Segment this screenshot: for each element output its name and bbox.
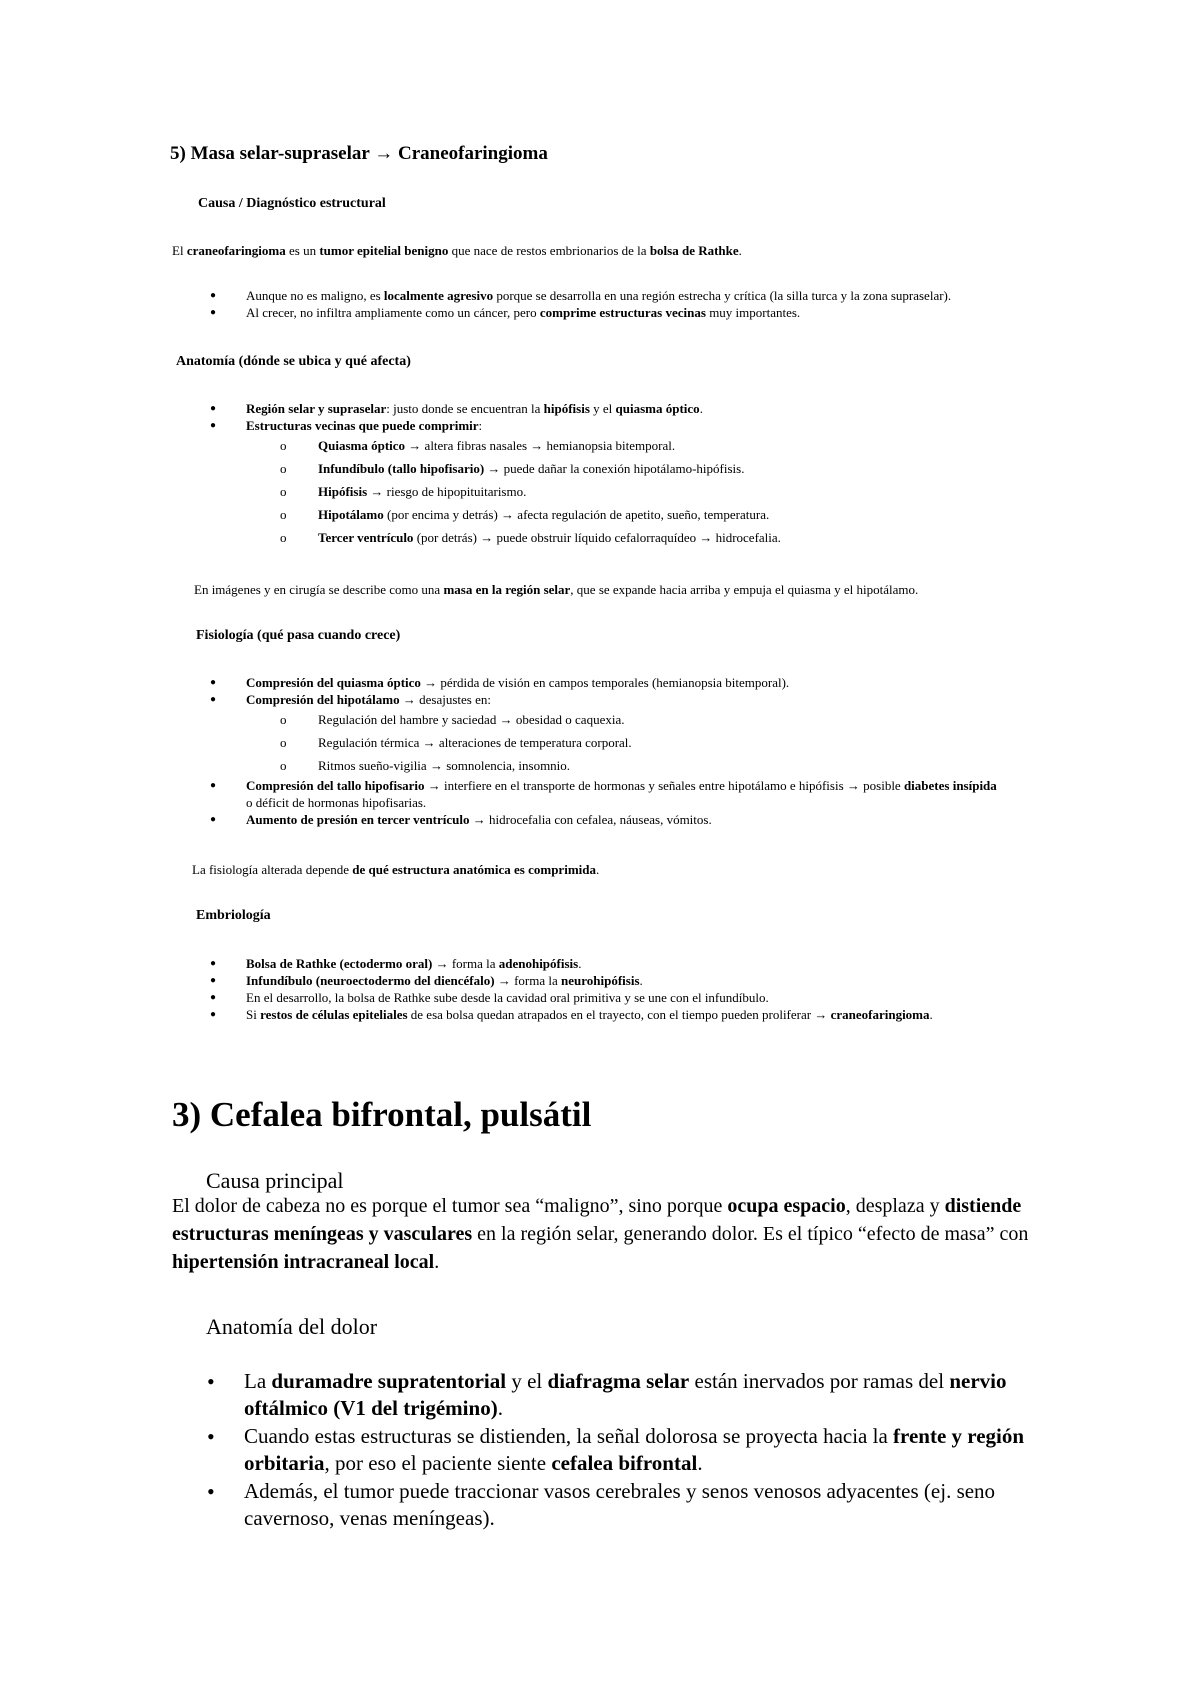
list-item: ● Bolsa de Rathke (ectodermo oral) → forma la adenohipófisis. bbox=[196, 955, 933, 972]
anatomia-dolor-heading: Anatomía del dolor bbox=[206, 1314, 378, 1339]
list-item: ● Aunque no es maligno, es localmente agresivo porque se desarrolla en una región estrecha y crítica (la silla turca y la zona supraselar). bbox=[196, 287, 951, 304]
list-item: o Hipotálamo (por encima y detrás) → afecta regulación de apetito, sueño, temperatura. bbox=[246, 503, 781, 526]
causa-principal-heading: Causa principal bbox=[206, 1168, 344, 1193]
list-item: • Cuando estas estructuras se distienden, la señal dolorosa se proyecta hacia la frente y región orbitaria, por eso el paciente siente cefalea bifrontal. bbox=[172, 1423, 1072, 1477]
fisiologia-paragraph: La fisiología alterada depende de qué estructura anatómica es comprimida. bbox=[192, 862, 600, 877]
anatomia-list bbox=[196, 400, 781, 549]
list-item: o Hipófisis → riesgo de hipopituitarismo. bbox=[246, 480, 781, 503]
list-item: o Regulación del hambre y saciedad → obesidad o caquexia. bbox=[246, 708, 816, 731]
list-item: ● En el desarrollo, la bolsa de Rathke sube desde la cavidad oral primitiva y se une con el infundíbulo. bbox=[196, 989, 933, 1006]
list-item: ● Aumento de presión en tercer ventrículo → hidrocefalia con cefalea, náuseas, vómitos. bbox=[196, 811, 816, 828]
embriologia-heading: Embriología bbox=[196, 908, 271, 923]
list-item: o Ritmos sueño-vigilia → somnolencia, insomnio. bbox=[246, 754, 816, 777]
causa-principal-paragraph: El dolor de cabeza no es porque el tumor sea “maligno”, sino porque ocupa espacio, desplaza y distiende estructuras meníngeas y vasculares en la región selar, generando dolor. Es el típico “efecto de masa” con hipertensión intracraneal local. bbox=[172, 1195, 1029, 1273]
list-item: o Infundíbulo (tallo hipofisario) → puede dañar la conexión hipotálamo-hipófisis. bbox=[246, 457, 781, 480]
causa-heading: Causa / Diagnóstico estructural bbox=[198, 196, 386, 211]
list-item: • La duramadre supratentorial y el diafragma selar están inervados por ramas del nervio oftálmico (V1 del trigémino). bbox=[172, 1368, 1072, 1422]
section-5-title: 5) Masa selar-supraselar → Craneofaringioma bbox=[170, 143, 548, 164]
fisiologia-heading: Fisiología (qué pasa cuando crece) bbox=[196, 628, 401, 643]
list-item: ● Si restos de células epiteliales de esa bolsa quedan atrapados en el trayecto, con el tiempo pueden proliferar → craneofaringioma. bbox=[196, 1006, 933, 1023]
anatomia-paragraph: En imágenes y en cirugía se describe como una masa en la región selar, que se expande hacia arriba y empuja el quiasma y el hipotálamo. bbox=[194, 582, 919, 597]
anatomia-dolor-list bbox=[172, 1368, 1072, 1533]
list-item: ● Estructuras vecinas que puede comprimir: o Quiasma óptico → altera fibras nasales → hemianopsia bitemporal. o Infundíbulo (tallo hipofisario) → puede dañar la conexión hipotálamo-hipófisis. o Hipófisis → riesgo de hipopituitarismo. o Hipotálamo (por encima y detrás) → afecta regulación de apetito, sueño, temperatura. o Tercer ventrículo (por detrás) → puede obstruir líquido cefalorraquídeo → hidrocefalia. bbox=[196, 417, 781, 549]
list-item: • Además, el tumor puede traccionar vasos cerebrales y senos venosos adyacentes (ej. seno cavernoso, venas meníngeas). bbox=[172, 1478, 1072, 1532]
list-item: ● Compresión del quiasma óptico → pérdida de visión en campos temporales (hemianopsia bitemporal). bbox=[196, 674, 816, 691]
list-item: o Regulación térmica → alteraciones de temperatura corporal. bbox=[246, 731, 816, 754]
causa-paragraph: El craneofaringioma es un tumor epitelial benigno que nace de restos embrionarios de la bolsa de Rathke. bbox=[172, 243, 742, 258]
list-item: o Tercer ventrículo (por detrás) → puede obstruir líquido cefalorraquídeo → hidrocefalia. bbox=[246, 526, 781, 549]
list-item: ● Compresión del tallo hipofisario → interfiere en el transporte de hormonas y señales entre hipotálamo e hipófisis → posible diabetes insípida o déficit de hormonas hipofisarias. bbox=[196, 777, 1006, 811]
list-item: ● Región selar y supraselar: justo donde se encuentran la hipófisis y el quiasma óptico. bbox=[196, 400, 781, 417]
fisiologia-list bbox=[196, 674, 997, 828]
causa-list bbox=[196, 287, 951, 321]
list-item: ● Compresión del hipotálamo → desajustes en: o Regulación del hambre y saciedad → obesidad o caquexia. o Regulación térmica → alteraciones de temperatura corporal. o Ritmos sueño-vigilia → somnolencia, insomnio. bbox=[196, 691, 816, 777]
anatomia-heading: Anatomía (dónde se ubica y qué afecta) bbox=[176, 354, 411, 369]
anatomia-sublist bbox=[246, 434, 781, 549]
list-item: ● Al crecer, no infiltra ampliamente como un cáncer, pero comprime estructuras vecinas muy importantes. bbox=[196, 304, 951, 321]
list-item: ● Infundíbulo (neuroectodermo del diencéfalo) → forma la neurohipófisis. bbox=[196, 972, 933, 989]
embriologia-list bbox=[196, 955, 933, 1023]
list-item: o Quiasma óptico → altera fibras nasales → hemianopsia bitemporal. bbox=[246, 434, 781, 457]
fisiologia-sublist bbox=[246, 708, 816, 777]
section-3-title: 3) Cefalea bifrontal, pulsátil bbox=[172, 1095, 592, 1134]
